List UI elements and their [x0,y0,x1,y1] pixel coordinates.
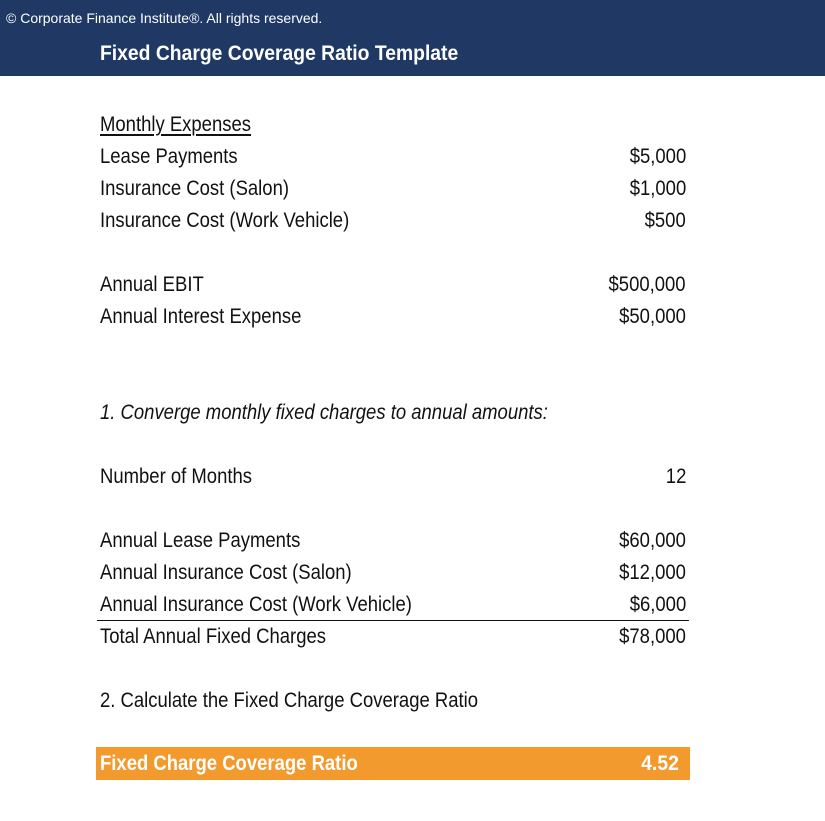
row-label: Annual Lease Payments [100,529,301,552]
row-label: Insurance Cost (Work Vehicle) [100,209,350,232]
table-row [100,301,686,333]
row-value: $6,000 [629,593,686,616]
monthly-expenses-heading: Monthly Expenses [100,113,252,136]
row-value: 12 [665,465,686,488]
row-label: Insurance Cost (Salon) [100,177,290,200]
row-value: $1,000 [629,177,686,200]
table-row [100,589,686,621]
row-label: Annual Insurance Cost (Work Vehicle) [100,593,412,616]
row-value: $500,000 [608,273,686,296]
row-label: Annual Interest Expense [100,305,302,328]
table-row [100,269,686,301]
step1-heading-row [100,397,686,429]
row-value: $60,000 [619,529,686,552]
row-value: $5,000 [629,145,686,168]
step2-heading: 2. Calculate the Fixed Charge Coverage Ratio [100,689,479,712]
table-row [100,461,686,493]
row-label: Lease Payments [100,145,238,168]
table-row [100,205,686,237]
row-label: Number of Months [100,465,253,488]
header-bar [0,0,825,76]
row-value: $12,000 [619,561,686,584]
table-row [100,525,686,557]
row-label: Annual Insurance Cost (Salon) [100,561,352,584]
step1-heading: 1. Converge monthly fixed charges to annual amounts: [100,401,548,424]
table-row [100,141,686,173]
step2-heading-row [100,685,686,717]
table-row [100,557,686,589]
ratio-value: 4.52 [641,752,679,775]
monthly-expenses-heading-row [100,109,686,141]
total-value: $78,000 [619,625,686,648]
table-row [100,173,686,205]
ratio-result-bar [96,747,690,780]
row-label: Annual EBIT [100,273,204,296]
copyright-notice: © Corporate Finance Institute®. All rights reserved. [6,10,323,26]
total-label: Total Annual Fixed Charges [100,625,327,648]
row-value: $500 [644,209,686,232]
total-row [100,621,686,653]
page-title: Fixed Charge Coverage Ratio Template [100,42,459,65]
row-value: $50,000 [619,305,686,328]
ratio-label: Fixed Charge Coverage Ratio [100,752,358,775]
